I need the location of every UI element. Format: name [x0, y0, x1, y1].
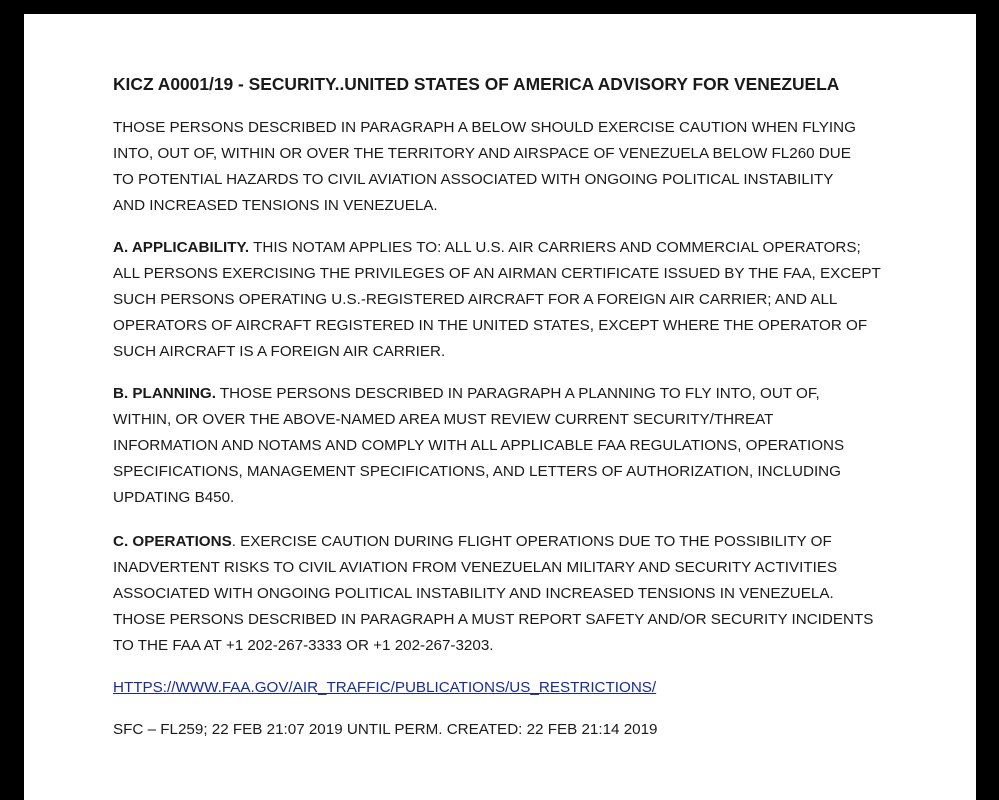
intro-paragraph: [113, 115, 913, 219]
intro-line: INTO, OUT OF, WITHIN OR OVER THE TERRITORY AND AIRSPACE OF VENEZUELA BELOW FL260 DUE: [113, 145, 851, 162]
intro-line: THOSE PERSONS DESCRIBED IN PARAGRAPH A BELOW SHOULD EXERCISE CAUTION WHEN FLYING: [113, 119, 856, 136]
applicability-line: OPERATORS OF AIRCRAFT REGISTERED IN THE UNITED STATES, EXCEPT WHERE THE OPERATOR OF: [113, 317, 868, 334]
intro-line: AND INCREASED TENSIONS IN VENEZUELA.: [113, 197, 438, 214]
planning-heading: B. PLANNING.: [113, 385, 216, 402]
intro-line: TO POTENTIAL HAZARDS TO CIVIL AVIATION ASSOCIATED WITH ONGOING POLITICAL INSTABILITY: [113, 171, 834, 188]
operations-line: TO THE FAA AT +1 202-267-3333 OR +1 202-267-3203.: [113, 637, 494, 654]
validity-footer: SFC – FL259; 22 FEB 21:07 2019 UNTIL PERM. CREATED: 22 FEB 21:14 2019: [113, 721, 658, 738]
planning-paragraph: [113, 381, 913, 511]
applicability-first-line: [113, 235, 913, 261]
planning-first-line: [113, 381, 913, 407]
applicability-paragraph: [113, 235, 913, 365]
notam-content: [113, 71, 913, 743]
operations-line: THOSE PERSONS DESCRIBED IN PARAGRAPH A MUST REPORT SAFETY AND/OR SECURITY INCIDENTS: [113, 611, 874, 628]
operations-text: . EXERCISE CAUTION DURING FLIGHT OPERATIONS DUE TO THE POSSIBILITY OF: [231, 533, 832, 550]
planning-line: WITHIN, OR OVER THE ABOVE-NAMED AREA MUST REVIEW CURRENT SECURITY/THREAT: [113, 411, 774, 428]
applicability-heading: A. APPLICABILITY.: [113, 239, 250, 256]
faa-restrictions-link[interactable]: HTTPS://WWW.FAA.GOV/AIR_TRAFFIC/PUBLICATIONS/US_RESTRICTIONS/: [113, 679, 657, 696]
planning-line: SPECIFICATIONS, MANAGEMENT SPECIFICATIONS, AND LETTERS OF AUTHORIZATION, INCLUDING: [113, 463, 841, 480]
planning-line: UPDATING B450.: [113, 489, 235, 506]
applicability-line: SUCH AIRCRAFT IS A FOREIGN AIR CARRIER.: [113, 343, 446, 360]
operations-paragraph: [113, 529, 913, 659]
planning-line: INFORMATION AND NOTAMS AND COMPLY WITH ALL APPLICABLE FAA REGULATIONS, OPERATIONS: [113, 437, 845, 454]
link-paragraph: [113, 675, 913, 701]
applicability-text: THIS NOTAM APPLIES TO: ALL U.S. AIR CARRIERS AND COMMERCIAL OPERATORS;: [249, 239, 861, 256]
planning-text: THOSE PERSONS DESCRIBED IN PARAGRAPH A PLANNING TO FLY INTO, OUT OF,: [215, 385, 820, 402]
applicability-line: ALL PERSONS EXERCISING THE PRIVILEGES OF AN AIRMAN CERTIFICATE ISSUED BY THE FAA, EXCEPT: [113, 265, 881, 282]
operations-heading: C. OPERATIONS: [113, 533, 232, 550]
notam-title: KICZ A0001/19 - SECURITY..UNITED STATES OF AMERICA ADVISORY FOR VENEZUELA: [113, 74, 840, 94]
applicability-line: SUCH PERSONS OPERATING U.S.-REGISTERED AIRCRAFT FOR A FOREIGN AIR CARRIER; AND ALL: [113, 291, 838, 308]
operations-line: INADVERTENT RISKS TO CIVIL AVIATION FROM VENEZUELAN MILITARY AND SECURITY ACTIVITIES: [113, 559, 838, 576]
operations-line: ASSOCIATED WITH ONGOING POLITICAL INSTABILITY AND INCREASED TENSIONS IN VENEZUELA.: [113, 585, 834, 602]
document-page: [24, 14, 976, 800]
operations-first-line: [113, 529, 913, 555]
